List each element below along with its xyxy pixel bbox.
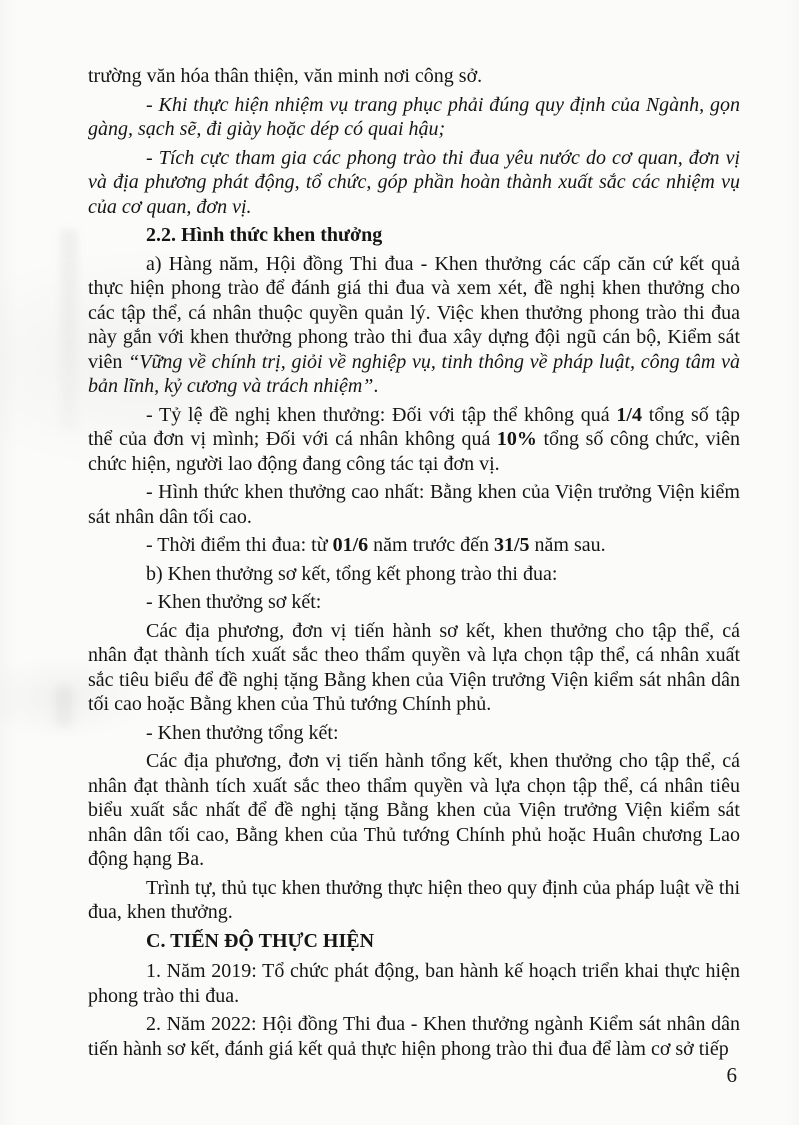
text-run: - Khi thực hiện nhiệm vụ trang phục phải đúng quy định của Ngành, gọn gàng, sạch sẽ, đi giày hoặc dép có quai hậu;	[88, 93, 740, 140]
paragraph-continuation	[88, 64, 740, 89]
text-run: - Hình thức khen thưởng cao nhất: Bằng khen của Viện trưởng Viện kiểm sát nhân dân tối cao.	[88, 481, 740, 528]
paragraph-trinh-tu	[88, 876, 740, 925]
text-run: a) Hàng năm, Hội đồng Thi đua - Khen thưởng các cấp căn cứ kết quả thực hiện phong trào để đánh giá thi đua và xem xét, đề nghị khen thưởng cho các tập thể, cá nhân thuộc quyền quản lý. Việc khen thưởng phong trào thi đua này gắn với khen thưởng phong trào thi đua xây dựng đội ngũ cán bộ, Kiểm sát viên	[88, 252, 740, 373]
text-run: Các địa phương, đơn vị tiến hành tổng kết, khen thưởng cho tập thể, cá nhân đạt thành tích xuất sắc theo thẩm quyền và lựa chọn tập thể, cá nhân tiêu biểu xuất sắc nhất để đề nghị tặng Bằng khen của Viện trưởng Viện kiểm sát nhân dân tối cao, Bằng khen của Thủ tướng Chính phủ hoặc Huân chương Lao động hạng Ba.	[88, 750, 740, 870]
text-run: C. TIẾN ĐỘ THỰC HIỆN	[146, 929, 375, 952]
paragraph-khen-thuong-so-ket	[88, 590, 740, 615]
text-run: .	[373, 375, 379, 397]
paragraph-ty-le	[88, 403, 740, 477]
text-run: - Tích cực tham gia các phong trào thi đua yêu nước do cơ quan, đơn vị và địa phương phát động, tổ chức, góp phần hoàn thành xuất sắc các nhiệm vụ của cơ quan, đơn vị.	[88, 146, 740, 218]
text-run: Các địa phương, đơn vị tiến hành sơ kết, khen thưởng cho tập thể, cá nhân đạt thành tích xuất sắc theo thẩm quyền và lựa chọn tập thể, cá nhân xuất sắc tiêu biểu để đề nghị tặng Bằng khen của Viện trưởng Viện kiểm sát nhân dân tối cao hoặc Bằng khen của Thủ tướng Chính phủ.	[88, 619, 740, 715]
paragraph-b-khen-thuong	[88, 562, 740, 587]
paragraph-cac-dia-phuong-tong-ket	[88, 749, 740, 872]
text-run: 2. Năm 2022: Hội đồng Thi đua - Khen thưởng ngành Kiểm sát nhân dân tiến hành sơ kết, đánh giá kết quả thực hiện phong trào thi đua để làm cơ sở tiếp	[88, 1013, 740, 1060]
text-run: - Khen thưởng sơ kết:	[146, 591, 322, 613]
text-run: 2.2. Hình thức khen thưởng	[146, 224, 383, 246]
paragraph-a-hang-nam	[88, 252, 740, 399]
paragraph-hinh-thuc-cao-nhat	[88, 480, 740, 529]
text-run: tổng số tập thể của đơn vị mình; Đối với cá nhân không quá	[88, 403, 740, 450]
paragraph-khen-thuong-tong-ket	[88, 721, 740, 746]
heading-2-2	[88, 223, 740, 248]
paragraph-nam-2019	[88, 959, 740, 1008]
text-run: Trình tự, thủ tục khen thưởng thực hiện theo quy định của pháp luật về thi đua, khen thưởng.	[88, 876, 740, 923]
text-run: năm trước đến	[368, 534, 494, 556]
text-run: 10%	[496, 428, 537, 450]
text-run: b) Khen thưởng sơ kết, tổng kết phong trào thi đua:	[146, 562, 558, 585]
scan-artifact	[60, 230, 78, 430]
text-run: 1. Năm 2019: Tổ chức phát động, ban hành kế hoạch triển khai thực hiện phong trào thi đua.	[88, 960, 740, 1007]
text-run: - Tỷ lệ đề nghị khen thưởng: Đối với tập thể không quá	[146, 403, 617, 426]
scan-artifact	[56, 686, 72, 726]
text-run: năm sau.	[529, 534, 606, 556]
paragraph-cac-dia-phuong-so-ket	[88, 619, 740, 717]
page-number: 6	[726, 1063, 737, 1087]
heading-c-tien-do	[88, 929, 740, 954]
text-run: “Vững về chính trị, giỏi về nghiệp vụ, tinh thông về pháp luật, công tâm và bản lĩnh, kỷ cương và trách nhiệm”	[88, 350, 740, 397]
text-run: trường văn hóa thân thiện, văn minh nơi công sở.	[88, 65, 483, 87]
paragraph-dash-tich-cuc	[88, 146, 740, 220]
document-body	[88, 64, 740, 1065]
text-run: tổng số công chức, viên chức hiện, người lao động đang công tác tại đơn vị.	[88, 428, 740, 475]
paragraph-thoi-diem	[88, 533, 740, 558]
text-run: - Thời điểm thi đua: từ	[146, 534, 333, 556]
text-run: - Khen thưởng tổng kết:	[146, 721, 339, 744]
text-run: 01/6	[332, 534, 369, 556]
paragraph-nam-2022	[88, 1012, 740, 1061]
paragraph-dash-trang-phuc	[88, 93, 740, 142]
text-run: 1/4	[616, 403, 642, 426]
text-run: 31/5	[493, 534, 530, 556]
